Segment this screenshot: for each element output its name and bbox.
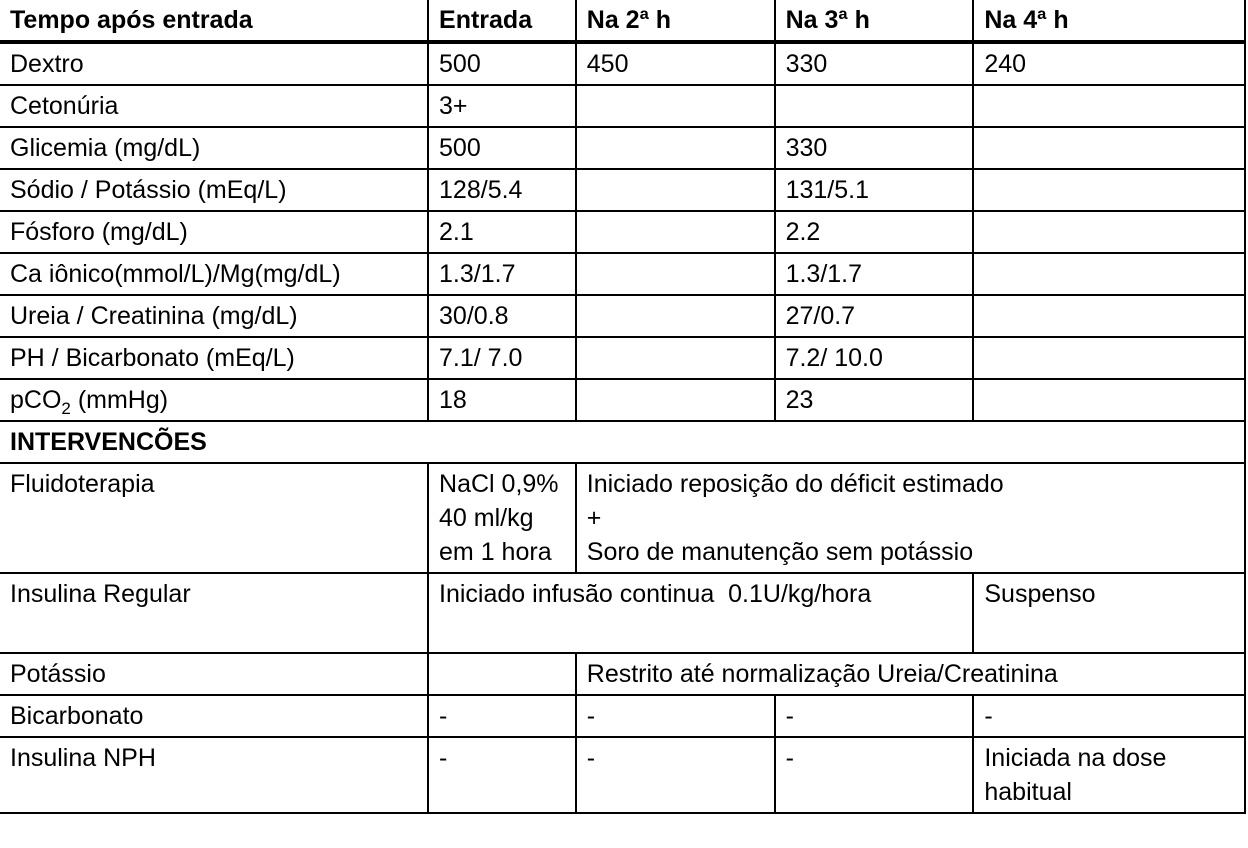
entrada-line: em 1 hora xyxy=(439,538,552,566)
cell-4h: Suspenso xyxy=(973,573,1245,653)
cell-4h xyxy=(973,737,1245,813)
cell-merged-2h-4h: Restrito até normalização Ureia/Creatinina xyxy=(576,653,1245,695)
cell-entrada: - xyxy=(428,695,576,737)
cell-2h xyxy=(576,379,775,421)
cell-2h xyxy=(576,85,775,127)
row-label: Ca iônico(mmol/L)/Mg(mg/dL) xyxy=(0,253,428,295)
cell-3h: 7.2/ 10.0 xyxy=(775,337,974,379)
cell-entrada: 128/5.4 xyxy=(428,169,576,211)
entrada-line: 40 ml/kg xyxy=(439,504,534,532)
bicarbonato-row xyxy=(0,695,1245,737)
interventions-title: INTERVENCÕES xyxy=(0,421,1245,463)
insulina-nph-row xyxy=(0,737,1245,813)
cell-merged-entrada-3h: Iniciado infusão continua 0.1U/kg/hora xyxy=(428,573,973,653)
row-label xyxy=(0,379,428,421)
header-time: Tempo após entrada xyxy=(0,0,428,42)
row-label: Dextro xyxy=(0,42,428,85)
cell-2h xyxy=(576,127,775,169)
row-label-subscript: 2 xyxy=(61,399,71,418)
cell-entrada: 1.3/1.7 xyxy=(428,253,576,295)
cell-entrada: 500 xyxy=(428,127,576,169)
cell-2h xyxy=(576,253,775,295)
row-label-suffix: (mmHg) xyxy=(70,386,169,414)
cell-3h: 27/0.7 xyxy=(775,295,974,337)
cell-merged-2h-4h xyxy=(576,463,1245,573)
cell-4h: 240 xyxy=(973,42,1245,85)
cell-entrada: 2.1 xyxy=(428,211,576,253)
row-label: Sódio / Potássio (mEq/L) xyxy=(0,169,428,211)
cell-2h: 450 xyxy=(576,42,775,85)
table-row xyxy=(0,211,1245,253)
row-label: Glicemia (mg/dL) xyxy=(0,127,428,169)
cell-entrada: - xyxy=(428,737,576,813)
merged-line: Soro de manutenção sem potássio xyxy=(586,538,974,566)
row-label: Fluidoterapia xyxy=(0,463,428,573)
cell-4h xyxy=(973,379,1245,421)
row-label: Insulina Regular xyxy=(0,573,428,653)
potassio-row xyxy=(0,653,1245,695)
cell-2h: - xyxy=(576,737,775,813)
table-row xyxy=(0,295,1245,337)
row-label: Insulina NPH xyxy=(0,737,428,813)
table-row xyxy=(0,337,1245,379)
cell-3h: 1.3/1.7 xyxy=(775,253,974,295)
row-label: Fósforo (mg/dL) xyxy=(0,211,428,253)
cell-entrada xyxy=(428,463,576,573)
cell-entrada: 7.1/ 7.0 xyxy=(428,337,576,379)
cell-3h: - xyxy=(775,737,974,813)
row-label: Cetonúria xyxy=(0,85,428,127)
header-2h: Na 2ª h xyxy=(576,0,775,42)
cell-2h xyxy=(576,211,775,253)
table-row xyxy=(0,42,1245,85)
table-row xyxy=(0,127,1245,169)
table-row xyxy=(0,85,1245,127)
cell-line: Iniciada na dose xyxy=(984,744,1167,772)
cell-3h: 330 xyxy=(775,42,974,85)
table-row xyxy=(0,253,1245,295)
cell-3h: - xyxy=(775,695,974,737)
header-entrada: Entrada xyxy=(428,0,576,42)
cell-2h xyxy=(576,169,775,211)
cell-2h xyxy=(576,337,775,379)
header-row xyxy=(0,0,1245,42)
merged-line: + xyxy=(586,504,602,532)
cell-2h xyxy=(576,295,775,337)
header-4h: Na 4ª h xyxy=(973,0,1245,42)
row-label-main: pCO xyxy=(10,386,62,414)
cell-4h xyxy=(973,295,1245,337)
cell-4h xyxy=(973,85,1245,127)
cell-line: habitual xyxy=(984,778,1072,806)
cell-2h: - xyxy=(576,695,775,737)
cell-entrada xyxy=(428,653,576,695)
entrada-line: NaCl 0,9% xyxy=(439,470,559,498)
cell-4h xyxy=(973,211,1245,253)
row-label: Ureia / Creatinina (mg/dL) xyxy=(0,295,428,337)
table-row xyxy=(0,169,1245,211)
header-3h: Na 3ª h xyxy=(775,0,974,42)
merged-line: Iniciado reposição do déficit estimado xyxy=(586,470,1004,498)
cell-3h: 131/5.1 xyxy=(775,169,974,211)
interventions-title-row xyxy=(0,421,1245,463)
cell-3h: 330 xyxy=(775,127,974,169)
cell-3h xyxy=(775,85,974,127)
cell-entrada: 30/0.8 xyxy=(428,295,576,337)
cell-3h: 23 xyxy=(775,379,974,421)
row-label: PH / Bicarbonato (mEq/L) xyxy=(0,337,428,379)
insulina-regular-row xyxy=(0,573,1245,653)
cell-3h: 2.2 xyxy=(775,211,974,253)
cell-4h xyxy=(973,253,1245,295)
cell-entrada: 18 xyxy=(428,379,576,421)
fluidoterapia-row xyxy=(0,463,1245,573)
cell-entrada: 500 xyxy=(428,42,576,85)
row-label: Bicarbonato xyxy=(0,695,428,737)
cell-entrada: 3+ xyxy=(428,85,576,127)
cell-4h: - xyxy=(973,695,1245,737)
row-label: Potássio xyxy=(0,653,428,695)
cell-4h xyxy=(973,127,1245,169)
table-row xyxy=(0,379,1245,421)
cell-4h xyxy=(973,337,1245,379)
cell-4h xyxy=(973,169,1245,211)
